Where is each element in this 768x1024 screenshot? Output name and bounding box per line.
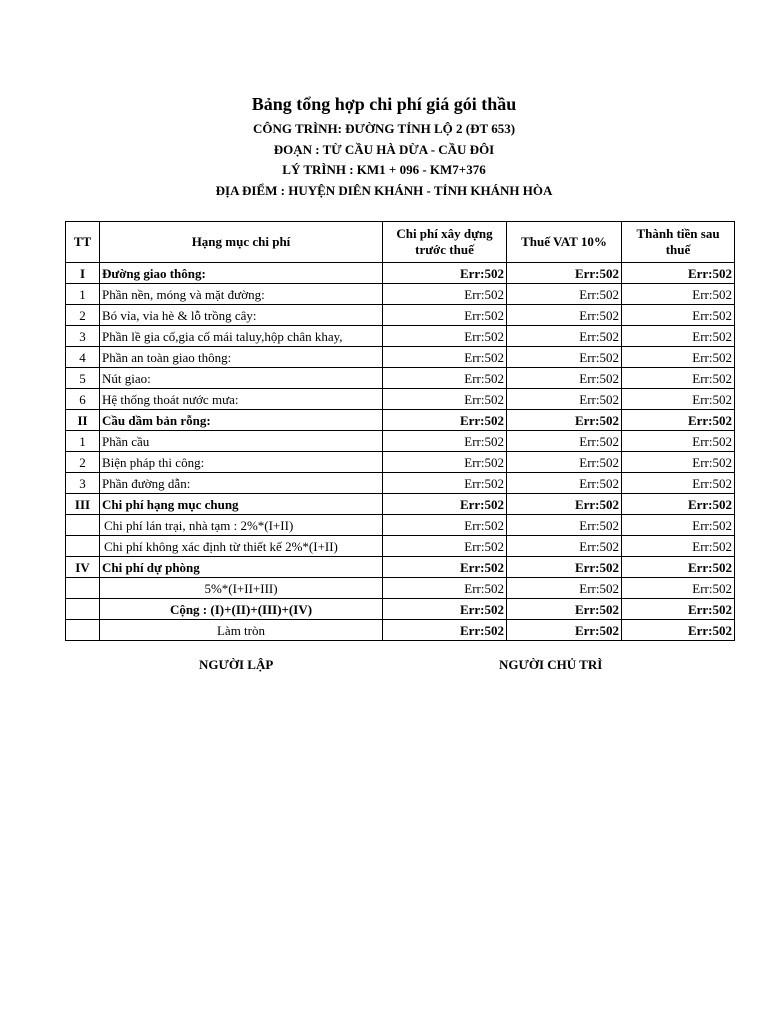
row-pretax-cell: Err:502 xyxy=(383,494,507,515)
row-item-cell: Cầu dầm bản rỗng: xyxy=(100,410,383,431)
row-tt-cell: 3 xyxy=(66,473,100,494)
table-row xyxy=(66,410,735,431)
col-header-item: Hạng mục chi phí xyxy=(100,222,383,263)
row-posttax-cell: Err:502 xyxy=(622,578,735,599)
row-item-cell: Phần an toàn giao thông: xyxy=(100,347,383,368)
row-vat-cell: Err:502 xyxy=(507,389,622,410)
row-item-cell: Đường giao thông: xyxy=(100,263,383,284)
col-header-posttax: Thành tiền sau thuế xyxy=(622,222,735,263)
table-header-row xyxy=(66,222,735,263)
row-item-cell: Phần lề gia cố,gia cố mái taluy,hộp chân khay, xyxy=(100,326,383,347)
row-posttax-cell: Err:502 xyxy=(622,473,735,494)
table-row xyxy=(66,620,735,641)
row-pretax-cell: Err:502 xyxy=(383,599,507,620)
row-vat-cell: Err:502 xyxy=(507,284,622,305)
row-pretax-cell: Err:502 xyxy=(383,347,507,368)
row-posttax-cell: Err:502 xyxy=(622,263,735,284)
col-header-pretax: Chi phí xây dựng trước thuế xyxy=(383,222,507,263)
table-row xyxy=(66,389,735,410)
row-posttax-cell: Err:502 xyxy=(622,452,735,473)
table-row xyxy=(66,452,735,473)
row-tt-cell: 1 xyxy=(66,431,100,452)
location-line: ĐỊA ĐIỂM : HUYỆN DIÊN KHÁNH - TỈNH KHÁNH HÒA xyxy=(215,183,553,198)
section-line: ĐOẠN : TỪ CẦU HÀ DỪA - CẦU ĐÔI xyxy=(273,142,495,157)
row-tt-cell: 1 xyxy=(66,284,100,305)
row-item-cell: Phần đường dẫn: xyxy=(100,473,383,494)
table-row xyxy=(66,599,735,620)
row-pretax-cell: Err:502 xyxy=(383,536,507,557)
row-posttax-cell: Err:502 xyxy=(622,410,735,431)
row-item-cell: Bó vỉa, vỉa hè & lỗ trồng cây: xyxy=(100,305,383,326)
table-row xyxy=(66,494,735,515)
row-posttax-cell: Err:502 xyxy=(622,620,735,641)
table-row xyxy=(66,536,735,557)
row-tt-cell xyxy=(66,536,100,557)
row-pretax-cell: Err:502 xyxy=(383,326,507,347)
row-pretax-cell: Err:502 xyxy=(383,473,507,494)
row-item-cell: Nút giao: xyxy=(100,368,383,389)
row-vat-cell: Err:502 xyxy=(507,494,622,515)
row-posttax-cell: Err:502 xyxy=(622,431,735,452)
row-posttax-cell: Err:502 xyxy=(622,284,735,305)
row-tt-cell xyxy=(66,515,100,536)
row-vat-cell: Err:502 xyxy=(507,326,622,347)
row-pretax-cell: Err:502 xyxy=(383,620,507,641)
row-vat-cell: Err:502 xyxy=(507,557,622,578)
row-posttax-cell: Err:502 xyxy=(622,515,735,536)
table-row xyxy=(66,305,735,326)
row-pretax-cell: Err:502 xyxy=(383,389,507,410)
row-tt-cell: 2 xyxy=(66,305,100,326)
row-item-cell: Chi phí lán trại, nhà tạm : 2%*(I+II) xyxy=(100,515,383,536)
table-row xyxy=(66,368,735,389)
row-vat-cell: Err:502 xyxy=(507,452,622,473)
table-row xyxy=(66,515,735,536)
row-vat-cell: Err:502 xyxy=(507,368,622,389)
row-item-cell: Chi phí hạng mục chung xyxy=(100,494,383,515)
row-posttax-cell: Err:502 xyxy=(622,599,735,620)
row-item-cell: Chi phí không xác định từ thiết kế 2%*(I+II) xyxy=(100,536,383,557)
table-row xyxy=(66,431,735,452)
row-pretax-cell: Err:502 xyxy=(383,368,507,389)
col-header-vat: Thuế VAT 10% xyxy=(507,222,622,263)
row-item-cell: Phần cầu xyxy=(100,431,383,452)
row-tt-cell xyxy=(66,599,100,620)
col-header-tt: TT xyxy=(66,222,100,263)
row-posttax-cell: Err:502 xyxy=(622,389,735,410)
chief-signature-label: NGƯỜI CHỦ TRÌ xyxy=(499,657,603,672)
row-pretax-cell: Err:502 xyxy=(383,452,507,473)
row-posttax-cell: Err:502 xyxy=(622,347,735,368)
row-item-cell: Biện pháp thi công: xyxy=(100,452,383,473)
row-vat-cell: Err:502 xyxy=(507,515,622,536)
row-pretax-cell: Err:502 xyxy=(383,557,507,578)
row-posttax-cell: Err:502 xyxy=(622,494,735,515)
chainage-line: LÝ TRÌNH : KM1 + 096 - KM7+376 xyxy=(282,162,486,177)
row-posttax-cell: Err:502 xyxy=(622,557,735,578)
row-posttax-cell: Err:502 xyxy=(622,305,735,326)
table-row xyxy=(66,284,735,305)
row-vat-cell: Err:502 xyxy=(507,536,622,557)
row-vat-cell: Err:502 xyxy=(507,347,622,368)
row-posttax-cell: Err:502 xyxy=(622,326,735,347)
row-vat-cell: Err:502 xyxy=(507,410,622,431)
row-pretax-cell: Err:502 xyxy=(383,284,507,305)
row-vat-cell: Err:502 xyxy=(507,620,622,641)
row-tt-cell: I xyxy=(66,263,100,284)
row-tt-cell: 4 xyxy=(66,347,100,368)
row-pretax-cell: Err:502 xyxy=(383,431,507,452)
table-row xyxy=(66,347,735,368)
row-item-cell: Hệ thống thoát nước mưa: xyxy=(100,389,383,410)
row-tt-cell: 5 xyxy=(66,368,100,389)
row-pretax-cell: Err:502 xyxy=(383,410,507,431)
row-vat-cell: Err:502 xyxy=(507,578,622,599)
row-item-cell: Chi phí dự phòng xyxy=(100,557,383,578)
table-row xyxy=(66,263,735,284)
row-vat-cell: Err:502 xyxy=(507,263,622,284)
row-tt-cell xyxy=(66,578,100,599)
row-vat-cell: Err:502 xyxy=(507,305,622,326)
row-tt-cell: 2 xyxy=(66,452,100,473)
cost-summary-table xyxy=(65,221,735,641)
row-item-cell: Làm tròn xyxy=(100,620,383,641)
table-row xyxy=(66,557,735,578)
table-row xyxy=(66,326,735,347)
table-row xyxy=(66,473,735,494)
row-tt-cell: II xyxy=(66,410,100,431)
row-tt-cell: 3 xyxy=(66,326,100,347)
row-pretax-cell: Err:502 xyxy=(383,305,507,326)
table-body xyxy=(66,263,735,641)
row-vat-cell: Err:502 xyxy=(507,473,622,494)
row-pretax-cell: Err:502 xyxy=(383,515,507,536)
preparer-signature-label: NGƯỜI LẬP xyxy=(199,657,274,672)
document-title: Bảng tổng hợp chi phí giá gói thầu xyxy=(251,94,517,114)
row-item-cell: Phần nền, móng và mặt đường: xyxy=(100,284,383,305)
row-posttax-cell: Err:502 xyxy=(622,368,735,389)
table-row xyxy=(66,578,735,599)
row-item-cell: 5%*(I+II+III) xyxy=(100,578,383,599)
row-tt-cell: 6 xyxy=(66,389,100,410)
row-vat-cell: Err:502 xyxy=(507,599,622,620)
row-item-cell: Cộng : (I)+(II)+(III)+(IV) xyxy=(100,599,383,620)
row-tt-cell: III xyxy=(66,494,100,515)
row-pretax-cell: Err:502 xyxy=(383,263,507,284)
row-tt-cell: IV xyxy=(66,557,100,578)
row-vat-cell: Err:502 xyxy=(507,431,622,452)
row-tt-cell xyxy=(66,620,100,641)
row-posttax-cell: Err:502 xyxy=(622,536,735,557)
row-pretax-cell: Err:502 xyxy=(383,578,507,599)
project-line: CÔNG TRÌNH: ĐƯỜNG TỈNH LỘ 2 (ĐT 653) xyxy=(252,121,516,136)
